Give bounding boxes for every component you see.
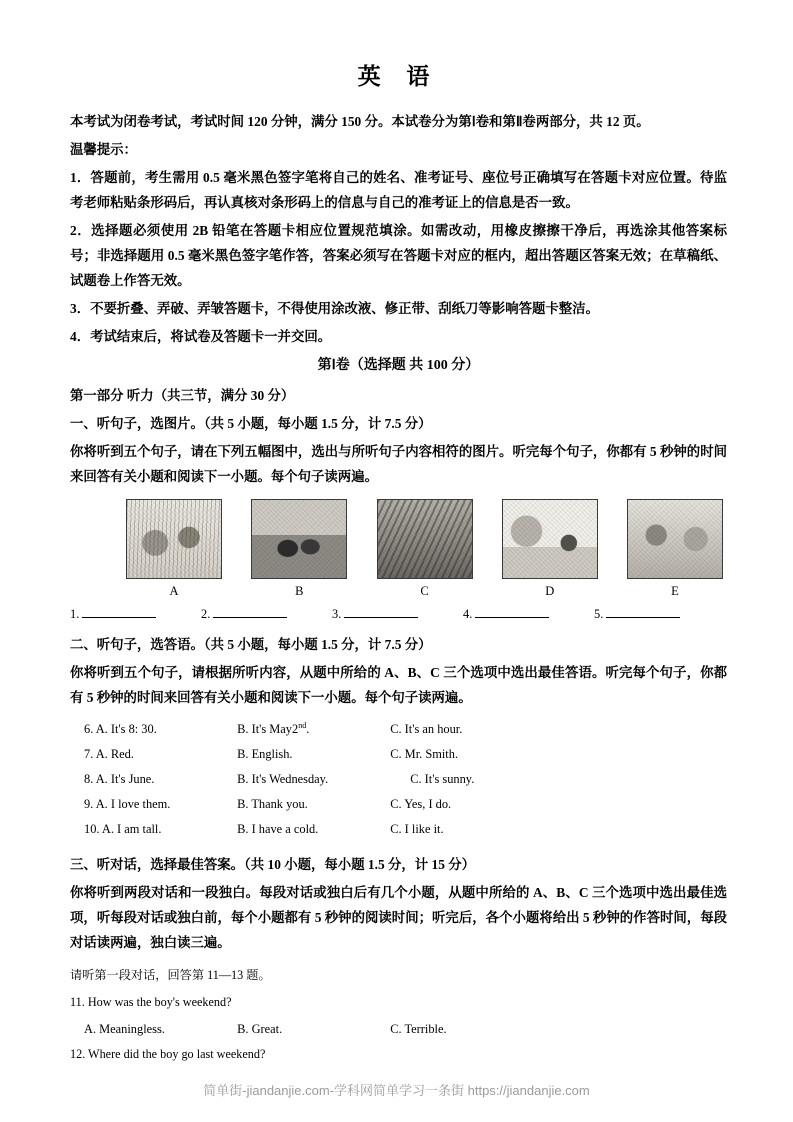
q10-option-a[interactable]: 10. A. I am tall. <box>84 822 162 837</box>
question-11-text: 11. How was the boy's weekend? <box>70 995 232 1010</box>
tip-4: 4．考试结束后，将试卷及答题卡一并交回。 <box>70 329 332 344</box>
picture-c-label: C <box>420 584 429 598</box>
question-9 <box>70 792 727 817</box>
page-title: 英 语 <box>357 64 440 89</box>
task3-heading: 三、听对话，选择最佳答案。（共 10 小题，每小题 1.5 分，计 15 分） <box>70 857 476 873</box>
q6-option-c[interactable]: C. It's an hour. <box>390 722 463 737</box>
q6-option-b-sup: nd <box>298 721 307 730</box>
answer-blank-2-line[interactable] <box>213 605 287 618</box>
picture-b-label: B <box>295 584 304 598</box>
q6-option-a[interactable]: 6. A. It's 8: 30. <box>84 722 157 737</box>
picture-options-row <box>70 499 727 599</box>
q7-option-b[interactable]: B. English. <box>237 747 293 762</box>
picture-c-image <box>377 499 473 579</box>
picture-option-d <box>502 499 598 599</box>
q8-option-b[interactable]: B. It's Wednesday. <box>237 772 329 787</box>
question-11-options <box>70 1017 727 1042</box>
q9-option-c[interactable]: C. Yes, I do. <box>390 797 452 812</box>
question-7 <box>70 742 727 767</box>
answer-blank-5-number: 5. <box>594 607 604 621</box>
answer-blank-4-number: 4. <box>463 607 473 621</box>
picture-e-label: E <box>671 584 679 598</box>
question-10 <box>70 817 727 842</box>
paper-section-heading: 第Ⅰ卷（选择题 共 100 分） <box>317 358 480 373</box>
q8-option-c[interactable]: C. It's sunny. <box>410 772 475 787</box>
picture-b-image <box>251 499 347 579</box>
task2-directions: 你将听到五个句子，请根据所听内容，从题中所给的 A、B、C 三个选项中选出最佳答语。听完每个句子，你都有 5 秒钟的时间来回答有关小题和阅读下一小题。每个句子读两遍。 <box>70 665 727 705</box>
picture-a-label: A <box>169 584 179 598</box>
answer-blank-3 <box>332 605 463 622</box>
picture-option-c <box>377 499 473 599</box>
picture-option-a <box>126 499 222 599</box>
q11-option-b[interactable]: B. Great. <box>237 1022 283 1037</box>
q11-option-a[interactable]: A. Meaningless. <box>84 1022 165 1037</box>
exam-intro: 本考试为闭卷考试，考试时间 120 分钟，满分 150 分。本试卷分为第Ⅰ卷和第Ⅱ卷两部分，共 12 页。 <box>70 114 650 129</box>
answer-blank-5-line[interactable] <box>606 605 680 618</box>
task3-directions: 你将听到两段对话和一段独白。每段对话或独白后有几个小题，从题中所给的 A、B、C 三个选项中选出最佳选项，听每段对话或独白前，每个小题都有 5 秒钟的阅读时间；听完后，各个小题将给出 5 秒钟的作答时间，每段对话读两遍，独白读三遍。 <box>70 885 727 951</box>
picture-option-b <box>251 499 347 599</box>
question-6 <box>70 713 727 742</box>
answer-blank-4-line[interactable] <box>475 605 549 618</box>
answer-blank-2-number: 2. <box>201 607 211 621</box>
answer-blank-4 <box>463 605 594 622</box>
picture-e-image <box>627 499 723 579</box>
answer-blank-1 <box>70 605 201 622</box>
tip-2: 2．选择题必须使用 2B 铅笔在答题卡相应位置规范填涂。如需改动，用橡皮擦擦干净后，再选涂其他答案标号；非选择题用 0.5 毫米黑色签字笔作答，答案必须写在答题卡对应的框内，超出答题区答案无效；在草稿纸、试题卷上作答无效。 <box>70 223 727 288</box>
picture-a-image <box>126 499 222 579</box>
tip-3: 3．不要折叠、弄破、弄皱答题卡，不得使用涂改液、修正带、刮纸刀等影响答题卡整洁。 <box>70 301 599 316</box>
tip-1: 1．答题前，考生需用 0.5 毫米黑色签字笔将自己的姓名、准考证号、座位号正确填写在答题卡对应位置。待监考老师粘贴条形码后，再认真核对条形码上的信息与自己的准考证上的信息是否一致。 <box>70 170 727 210</box>
task2-heading: 二、听句子，选答语。（共 5 小题，每小题 1.5 分，计 7.5 分） <box>70 637 432 652</box>
part-one-heading: 第一部分 听力（共三节，满分 30 分） <box>70 388 295 403</box>
task3-sub-note: 请听第一段对话，回答第 11—13 题。 <box>70 968 271 983</box>
q10-option-b[interactable]: B. I have a cold. <box>237 822 319 837</box>
tips-heading: 温馨提示： <box>70 142 137 157</box>
watermark: 简单街-jiandanjie.com-学科网简单学习一条街 https://jiandanjie.com <box>203 1083 590 1098</box>
question-12-text: 12. Where did the boy go last weekend? <box>70 1047 266 1062</box>
q10-option-c[interactable]: C. I like it. <box>390 822 444 837</box>
q7-option-a[interactable]: 7. A. Red. <box>84 747 134 762</box>
task1-answer-blanks <box>70 601 727 622</box>
task1-heading: 一、听句子，选图片。（共 5 小题，每小题 1.5 分，计 7.5 分） <box>70 416 432 431</box>
picture-d-image <box>502 499 598 579</box>
q9-option-a[interactable]: 9. A. I love them. <box>84 797 171 812</box>
question-8 <box>70 767 727 792</box>
q7-option-c[interactable]: C. Mr. Smith. <box>390 747 459 762</box>
answer-blank-1-line[interactable] <box>82 605 156 618</box>
picture-option-e <box>627 499 723 599</box>
answer-blank-3-line[interactable] <box>344 605 418 618</box>
task1-directions: 你将听到五个句子，请在下列五幅图中，选出与所听句子内容相符的图片。听完每个句子，你都有 5 秒钟的时间来回答有关小题和阅读下一小题。每个句子读两遍。 <box>70 444 727 484</box>
answer-blank-5 <box>594 605 725 622</box>
answer-blank-3-number: 3. <box>332 607 342 621</box>
answer-blank-1-number: 1. <box>70 607 80 621</box>
q9-option-b[interactable]: B. Thank you. <box>237 797 308 812</box>
q11-option-c[interactable]: C. Terrible. <box>390 1022 447 1037</box>
picture-d-label: D <box>545 584 555 598</box>
q6-option-b[interactable]: B. It's May2nd. <box>237 721 310 737</box>
q8-option-a[interactable]: 8. A. It's June. <box>84 772 155 787</box>
answer-blank-2 <box>201 605 332 622</box>
